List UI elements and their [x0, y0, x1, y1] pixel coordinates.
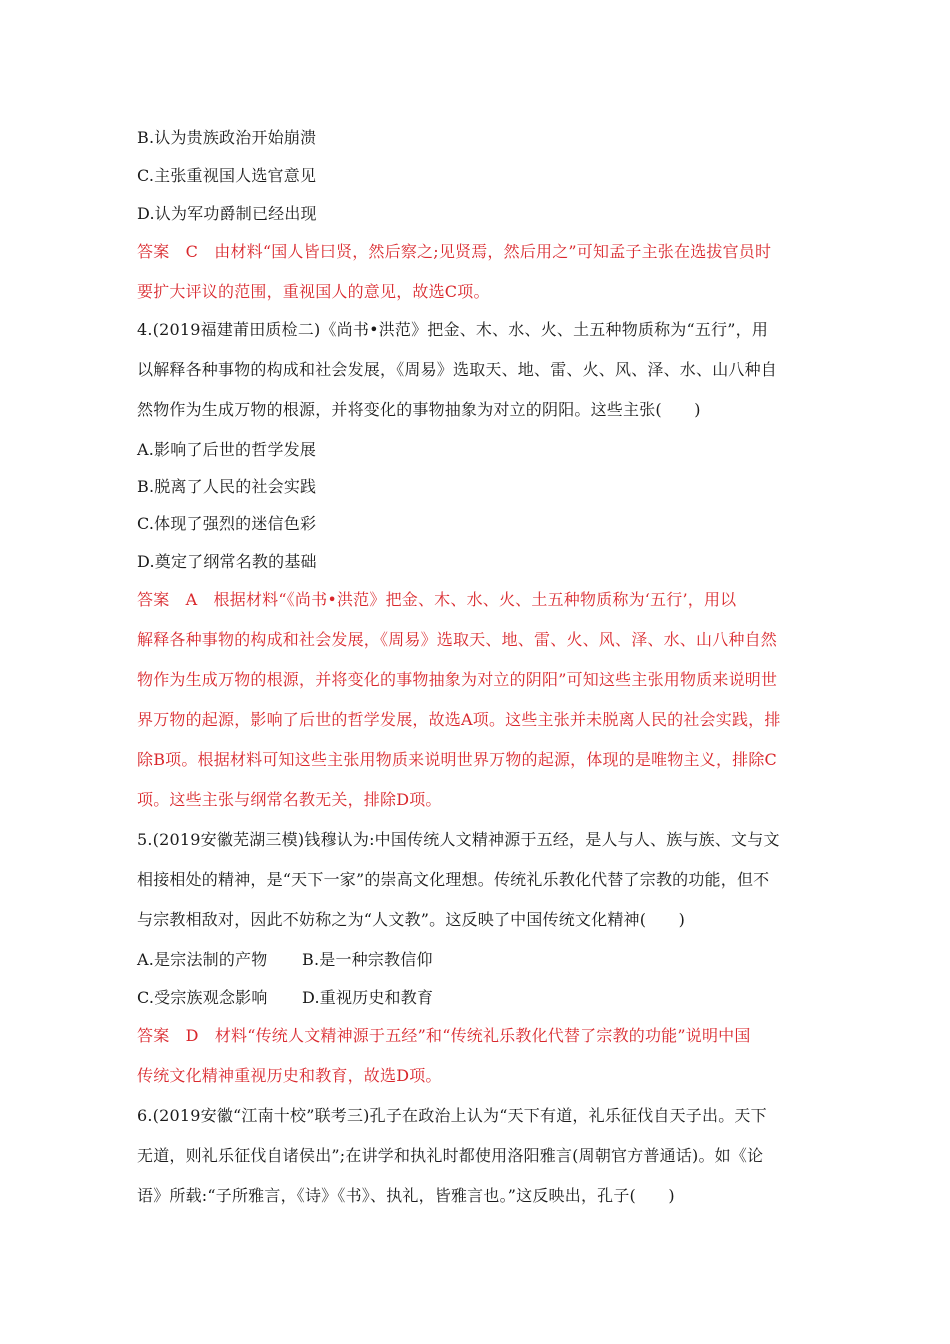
q3-answer-line: 要扩大评议的范围，重视国人的意见，故选C项。: [137, 282, 490, 301]
q6-stem-line: 无道，则礼乐征伐自诸侯出”;在讲学和执礼时都使用洛阳雅言(周朝官方普通话)。如《论: [137, 1146, 764, 1165]
q5-option-d: D.重视历史和教育: [302, 988, 434, 1007]
q4-answer-line: 答案 A 根据材料“《尚书•洪范》把金、木、水、火、土五种物质称为‘五行’，用以: [137, 590, 737, 609]
q3-option-c: C.主张重视国人选官意见: [137, 166, 317, 185]
q6-stem-line: 6.(2019安徽“江南十校”联考三)孔子在政治上认为“天下有道，礼乐征伐自天子出。天下: [137, 1106, 767, 1125]
q4-stem-line: 然物作为生成万物的根源，并将变化的事物抽象为对立的阴阳。这些主张( ): [137, 400, 701, 419]
q5-stem-line: 与宗教相敌对，因此不妨称之为“人文教”。这反映了中国传统文化精神( ): [137, 910, 686, 929]
q4-option-a: A.影响了后世的哲学发展: [137, 440, 317, 459]
q3-option-d: D.认为军功爵制已经出现: [137, 204, 317, 223]
q5-stem-line: 5.(2019安徽芜湖三模)钱穆认为:中国传统人文精神源于五经，是人与人、族与族、文与文: [137, 830, 780, 849]
q5-options-row: [137, 988, 817, 1008]
q4-answer-line: 解释各种事物的构成和社会发展，《周易》选取天、地、雷、火、风、泽、水、山八种自然: [137, 630, 778, 649]
q5-options-row: [137, 950, 817, 970]
q4-answer-line: 物作为生成万物的根源，并将变化的事物抽象为对立的阴阳”可知这些主张用物质来说明世: [137, 670, 778, 689]
q3-answer-line: 答案 C 由材料“国人皆曰贤，然后察之;见贤焉，然后用之”可知孟子主张在选拔官员时: [137, 242, 772, 261]
q5-stem-line: 相接相处的精神，是“天下一家”的崇高文化理想。传统礼乐教化代替了宗教的功能，但不: [137, 870, 770, 889]
q5-option-a: A.是宗法制的产物: [137, 950, 268, 969]
q6-stem-line: 语》所载:“子所雅言，《诗》《书》、执礼，皆雅言也。”这反映出，孔子( ): [137, 1186, 675, 1205]
q4-stem-line: 以解释各种事物的构成和社会发展，《周易》选取天、地、雷、火、风、泽、水、山八种自: [137, 360, 778, 379]
q4-option-b: B.脱离了人民的社会实践: [137, 477, 317, 496]
q4-option-c: C.体现了强烈的迷信色彩: [137, 514, 317, 533]
q4-stem-line: 4.(2019福建莆田质检二)《尚书•洪范》把金、木、水、火、土五种物质称为“五行”，用: [137, 320, 769, 339]
q5-answer-line: 答案 D 材料“传统人文精神源于五经”和“传统礼乐教化代替了宗教的功能”说明中国: [137, 1026, 751, 1045]
q3-option-b: B.认为贵族政治开始崩溃: [137, 128, 317, 147]
q4-answer-line: 除B项。根据材料可知这些主张用物质来说明世界万物的起源，体现的是唯物主义，排除C: [137, 750, 778, 769]
q4-answer-line: 项。这些主张与纲常名教无关，排除D项。: [137, 790, 442, 809]
q4-option-d: D.奠定了纲常名教的基础: [137, 552, 317, 571]
q5-option-c: C.受宗族观念影响: [137, 988, 268, 1007]
q4-answer-line: 界万物的起源，影响了后世的哲学发展，故选A项。这些主张并未脱离人民的社会实践，排: [137, 710, 781, 729]
q5-answer-line: 传统文化精神重视历史和教育，故选D项。: [137, 1066, 442, 1085]
q5-option-b: B.是一种宗教信仰: [302, 950, 433, 969]
